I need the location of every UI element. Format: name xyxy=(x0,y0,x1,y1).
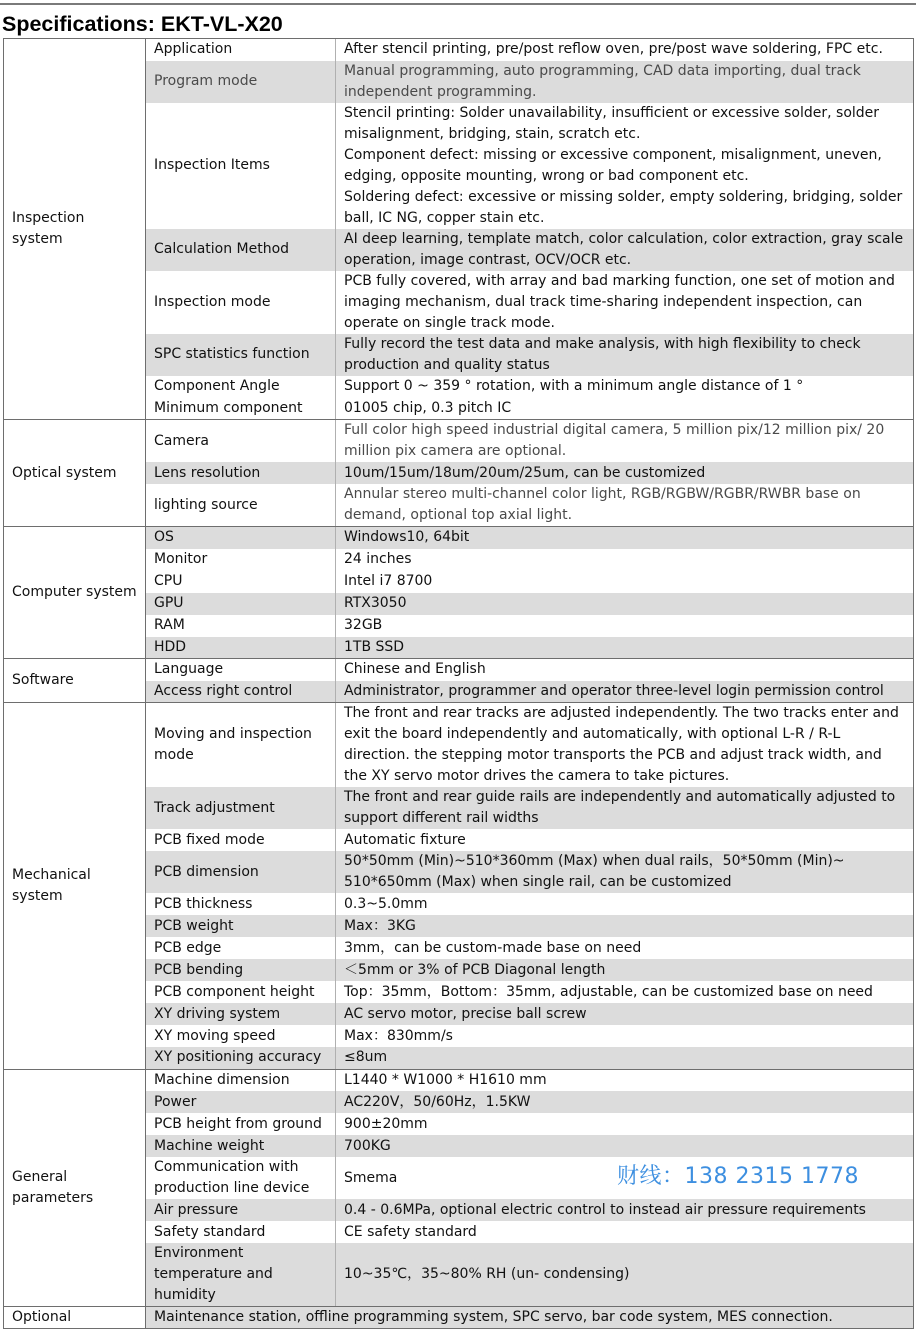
value-cell: RTX3050 xyxy=(336,593,914,615)
contact-watermark: 财线：138 2315 1778 xyxy=(617,1164,859,1189)
parameter-cell: GPU xyxy=(146,593,336,615)
parameter-cell: lighting source xyxy=(146,484,336,527)
value-cell: Windows10, 64bit xyxy=(336,527,914,549)
parameter-cell: Track adjustment xyxy=(146,787,336,829)
value-cell: 10~35℃，35~80% RH (un- condensing) xyxy=(336,1243,914,1307)
parameter-cell: CPU xyxy=(146,571,336,593)
parameter-cell: Access right control xyxy=(146,681,336,703)
parameter-cell: XY moving speed xyxy=(146,1025,336,1047)
parameter-cell: Communication with production line device xyxy=(146,1157,336,1199)
category-cell: General parameters xyxy=(4,1069,146,1307)
value-cell: AC220V，50/60Hz，1.5KW xyxy=(336,1091,914,1113)
value-cell: AC servo motor, precise ball screw xyxy=(336,1003,914,1025)
value-cell: ≤8um xyxy=(336,1047,914,1069)
value-cell: 3mm，can be custom-made base on need xyxy=(336,937,914,959)
spec-row xyxy=(4,1307,914,1329)
parameter-cell: Program mode xyxy=(146,61,336,103)
spec-row xyxy=(4,703,914,788)
parameter-cell: PCB dimension xyxy=(146,851,336,893)
parameter-cell: Minimum component xyxy=(146,398,336,420)
value-cell: 50*50mm (Min)~510*360mm (Max) when dual rails，50*50mm (Min)~ 510*650mm (Max) when single rail, can be customized xyxy=(336,851,914,893)
spec-row xyxy=(4,420,914,463)
parameter-cell: XY driving system xyxy=(146,1003,336,1025)
parameter-cell: Machine dimension xyxy=(146,1069,336,1091)
value-cell: L1440 * W1000 * H1610 mm xyxy=(336,1069,914,1091)
parameter-cell: Calculation Method xyxy=(146,229,336,271)
value-cell: Annular stereo multi-channel color light, RGB/RGBW/RGBR/RWBR base on demand, optional top axial light. xyxy=(336,484,914,527)
value-cell: Max：830mm/s xyxy=(336,1025,914,1047)
value-cell: 10um/15um/18um/20um/25um, can be customized xyxy=(336,462,914,484)
parameter-cell: PCB weight xyxy=(146,915,336,937)
spec-row xyxy=(4,1069,914,1091)
spec-row xyxy=(4,39,914,61)
value-cell: Intel i7 8700 xyxy=(336,571,914,593)
category-cell: Computer system xyxy=(4,527,146,659)
parameter-cell: Application xyxy=(146,39,336,61)
parameter-cell: Monitor xyxy=(146,549,336,571)
value-cell: Chinese and English xyxy=(336,659,914,681)
parameter-cell: Inspection mode xyxy=(146,271,336,334)
value-cell: Maintenance station, offline programming system, SPC servo, bar code system, MES connection. xyxy=(146,1307,914,1329)
parameter-cell: Environment temperature and humidity xyxy=(146,1243,336,1307)
value-cell: CE safety standard xyxy=(336,1221,914,1243)
value-cell: Smema xyxy=(336,1157,914,1199)
parameter-cell: Camera xyxy=(146,420,336,463)
value-cell: Automatic fixture xyxy=(336,829,914,851)
parameter-cell: PCB thickness xyxy=(146,893,336,915)
category-cell: Optical system xyxy=(4,420,146,527)
parameter-cell: PCB height from ground xyxy=(146,1113,336,1135)
parameter-cell: PCB bending xyxy=(146,959,336,981)
parameter-cell: Safety standard xyxy=(146,1221,336,1243)
top-divider xyxy=(0,3,916,5)
spec-row xyxy=(4,659,914,681)
category-cell: Optional xyxy=(4,1307,146,1329)
value-cell: 700KG xyxy=(336,1135,914,1157)
specifications-table xyxy=(3,38,914,1329)
value-cell: Top：35mm，Bottom：35mm, adjustable, can be customized base on need xyxy=(336,981,914,1003)
category-cell: Mechanical system xyxy=(4,703,146,1070)
parameter-cell: Power xyxy=(146,1091,336,1113)
value-cell: Manual programming, auto programming, CAD data importing, dual track independent programming. xyxy=(336,61,914,103)
parameter-cell: Air pressure xyxy=(146,1199,336,1221)
parameter-cell: Component Angle xyxy=(146,376,336,398)
value-cell: ＜5mm or 3% of PCB Diagonal length xyxy=(336,959,914,981)
value-cell: 0.3~5.0mm xyxy=(336,893,914,915)
value-cell: Fully record the test data and make analysis, with high flexibility to check production and quality status xyxy=(336,334,914,376)
parameter-cell: Inspection Items xyxy=(146,103,336,229)
value-cell: Max：3KG xyxy=(336,915,914,937)
value-cell: Support 0 ~ 359 ° rotation, with a minimum angle distance of 1 ° xyxy=(336,376,914,398)
parameter-cell: Lens resolution xyxy=(146,462,336,484)
value-cell: 32GB xyxy=(336,615,914,637)
page-title: Specifications: EKT-VL-X20 xyxy=(2,12,283,36)
parameter-cell: PCB edge xyxy=(146,937,336,959)
parameter-cell: RAM xyxy=(146,615,336,637)
spec-row xyxy=(4,527,914,549)
value-cell: Stencil printing: Solder unavailability, insufficient or excessive solder, solder misalignment, bridging, stain, scratch etc. Component defect: missing or excessive component, misalignment, uneven, edging, opposite mounting, wrong or bad component etc. Soldering defect: excessive or missing solder, empty soldering, bridging, solder ball, IC NG, copper stain etc. xyxy=(336,103,914,229)
value-cell: AI deep learning, template match, color calculation, color extraction, gray scale operation, image contrast, OCV/OCR etc. xyxy=(336,229,914,271)
parameter-cell: PCB fixed mode xyxy=(146,829,336,851)
category-cell: Software xyxy=(4,659,146,703)
parameter-cell: Machine weight xyxy=(146,1135,336,1157)
value-cell: 900±20mm xyxy=(336,1113,914,1135)
value-cell: 24 inches xyxy=(336,549,914,571)
value-cell: 01005 chip, 0.3 pitch IC xyxy=(336,398,914,420)
parameter-cell: SPC statistics function xyxy=(146,334,336,376)
value-cell: 1TB SSD xyxy=(336,637,914,659)
value-cell: Administrator, programmer and operator three-level login permission control xyxy=(336,681,914,703)
parameter-cell: HDD xyxy=(146,637,336,659)
parameter-cell: PCB component height xyxy=(146,981,336,1003)
parameter-cell: OS xyxy=(146,527,336,549)
value-cell: After stencil printing, pre/post reflow oven, pre/post wave soldering, FPC etc. xyxy=(336,39,914,61)
value-cell: The front and rear guide rails are independently and automatically adjusted to support different rail widths xyxy=(336,787,914,829)
category-cell: Inspection system xyxy=(4,39,146,420)
value-cell: 0.4 - 0.6MPa, optional electric control to instead air pressure requirements xyxy=(336,1199,914,1221)
parameter-cell: XY positioning accuracy xyxy=(146,1047,336,1069)
parameter-cell: Moving and inspection mode xyxy=(146,703,336,788)
value-cell: The front and rear tracks are adjusted independently. The two tracks enter and exit the board independently and automatically, with optional L-R / R-L direction. the stepping motor transports the PCB and adjust track width, and the XY servo motor drives the camera to take pictures. xyxy=(336,703,914,788)
value-cell: PCB fully covered, with array and bad marking function, one set of motion and imaging mechanism, dual track time-sharing independent inspection, can operate on single track mode. xyxy=(336,271,914,334)
parameter-cell: Language xyxy=(146,659,336,681)
value-cell: Full color high speed industrial digital camera, 5 million pix/12 million pix/ 20 million pix camera are optional. xyxy=(336,420,914,463)
